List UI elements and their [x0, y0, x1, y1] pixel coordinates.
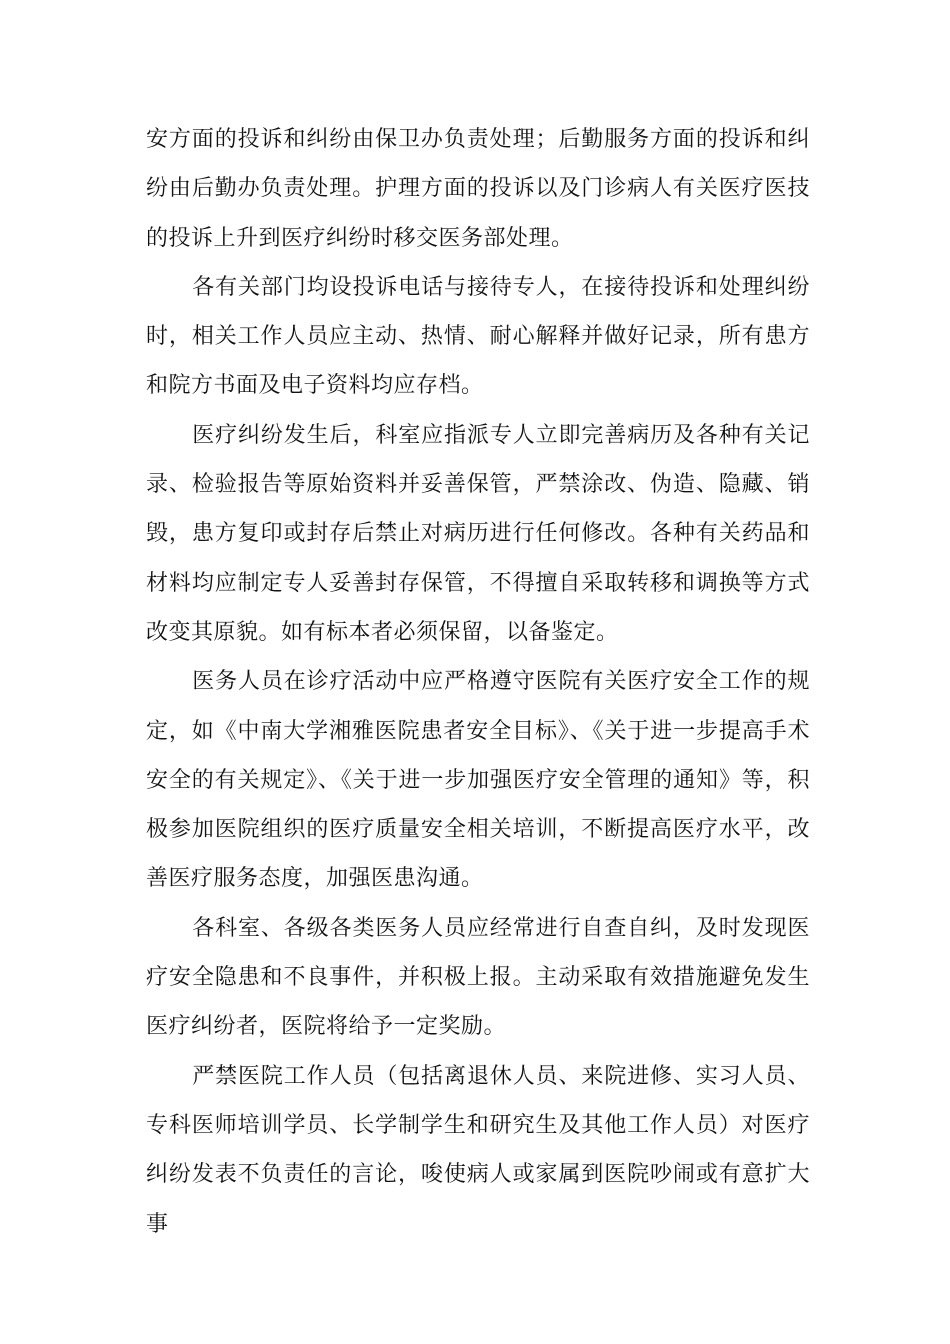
paragraph-complaint-handling: 安方面的投诉和纠纷由保卫办负责处理；后勤服务方面的投诉和纠纷由后勤办负责处理。护理方面的投诉以及门诊病人有关医疗医技的投诉上升到医疗纠纷时移交医务部处理。	[146, 127, 810, 251]
paragraph-self-inspection: 各科室、各级各类医务人员应经常进行自查自纠，及时发现医疗安全隐患和不良事件，并积极上报。主动采取有效措施避免发生医疗纠纷者，医院将给予一定奖励。	[146, 915, 810, 1040]
paragraph-record-preservation: 医疗纠纷发生后，科室应指派专人立即完善病历及各种有关记录、检验报告等原始资料并妥善保管，严禁涂改、伪造、隐藏、销毁，患方复印或封存后禁止对病历进行任何修改。各种有关药品和材料均应制定专人妥善封存保管，不得擅自采取转移和调换等方式改变其原貌。如有标本者必须保留，以备鉴定。	[146, 422, 810, 645]
paragraph-complaint-reception: 各有关部门均设投诉电话与接待专人，在接待投诉和处理纠纷时，相关工作人员应主动、热情、耐心解释并做好记录，所有患方和院方书面及电子资料均应存档。	[146, 274, 810, 399]
paragraph-safety-regulations: 医务人员在诊疗活动中应严格遵守医院有关医疗安全工作的规定，如《中南大学湘雅医院患者安全目标》、《关于进一步提高手术安全的有关规定》、《关于进一步加强医疗安全管理的通知》等，积极参加医院组织的医疗质量安全相关培训，不断提高医疗水平，改善医疗服务态度，加强医患沟通。	[146, 669, 810, 892]
document-body	[146, 115, 810, 1249]
paragraph-staff-conduct: 严禁医院工作人员（包括离退休人员、来院进修、实习人员、专科医师培训学员、长学制学生和研究生及其他工作人员）对医疗纠纷发表不负责任的言论，唆使病人或家属到医院吵闹或有意扩大事	[146, 1063, 810, 1237]
